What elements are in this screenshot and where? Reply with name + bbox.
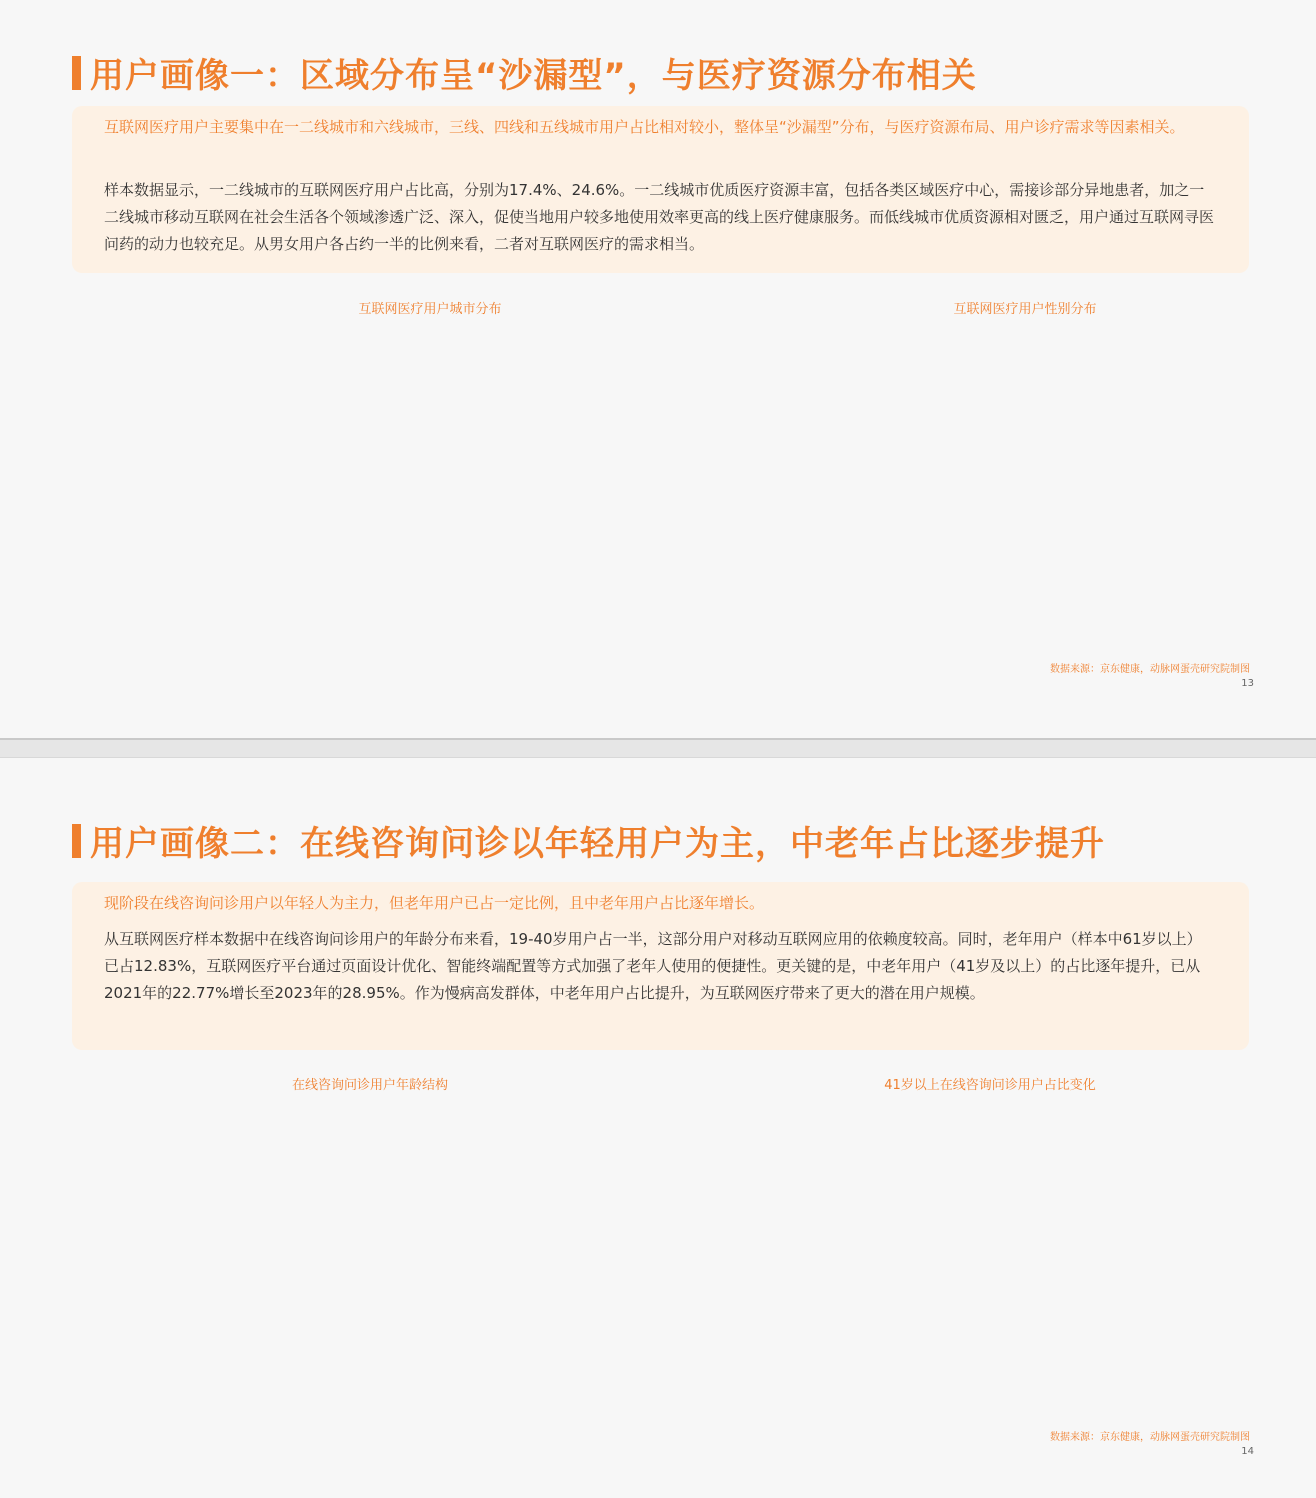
- summary-body: 样本数据显示，一二线城市的互联网医疗用户占比高，分别为17.4%、24.6%。一二线城市优质医疗资源丰富，包括各类区域医疗中心，需接诊部分异地患者，加之一二线城市移动互联网在社会生活各个领域渗透广泛、深入，促使当地用户较多地使用效率更高的线上医疗健康服务。而低线城市优质资源相对匮乏，用户通过互联网寻医问药的动力也较充足。从男女用户各占约一半的比例来看，二者对互联网医疗的需求相当。: [104, 181, 1215, 253]
- age-chart-title: 在线咨询问诊用户年龄结构: [291, 1078, 448, 1093]
- older-user-trend-chart: [730, 1098, 1250, 1408]
- data-source: 数据来源：京东健康，动脉网蛋壳研究院制图: [1050, 664, 1250, 675]
- summary-body: 从互联网医疗样本数据中在线咨询问诊用户的年龄分布来看，19-40岁用户占一半，这部分用户对移动互联网应用的依赖度较高。同时，老年用户（样本中61岁以上）已占12.83%，互联网医疗平台通过页面设计优化、智能终端配置等方式加强了老年人使用的便捷性。更关键的是，中老年用户（41岁及以上）的占比逐年提升，已从2021年的22.77%增长至2023年的28.95%。作为慢病高发群体，中老年用户占比提升，为互联网医疗带来了更大的潜在用户规模。: [104, 930, 1202, 1002]
- report-page-13: [0, 0, 1316, 738]
- city-distribution-chart: [0, 300, 760, 630]
- summary-box: [72, 882, 1249, 1050]
- page-number: 14: [1241, 1446, 1254, 1457]
- report-page-14: [0, 758, 1316, 1498]
- title-accent-bar: [72, 824, 81, 858]
- page-title: 用户画像一：区域分布呈“沙漏型”，与医疗资源分布相关: [90, 56, 977, 96]
- city-chart-title: 互联网医疗用户城市分布: [358, 302, 502, 317]
- data-source: 数据来源：京东健康，动脉网蛋壳研究院制图: [1050, 1432, 1250, 1443]
- summary-highlight: 互联网医疗用户主要集中在一二线城市和六线城市，三线、四线和五线城市用户占比相对较小，整体呈“沙漏型”分布，与医疗资源布局、用户诊疗需求等因素相关。: [104, 118, 1185, 136]
- page-separator: [0, 738, 1316, 758]
- summary-highlight: 现阶段在线咨询问诊用户以年轻人为主力，但老年用户已占一定比例，且中老年用户占比逐年增长。: [104, 894, 765, 912]
- gender-chart-title: 互联网医疗用户性别分布: [953, 302, 1097, 317]
- trend-chart-title: 41岁以上在线咨询问诊用户占比变化: [884, 1078, 1096, 1093]
- age-structure-chart: [60, 1088, 700, 1388]
- gender-distribution-chart: [820, 320, 1260, 600]
- summary-box: [72, 106, 1249, 273]
- title-accent-bar: [72, 56, 81, 90]
- page-title: 用户画像二：在线咨询问诊以年轻用户为主，中老年占比逐步提升: [90, 824, 1105, 864]
- page-number: 13: [1241, 678, 1254, 689]
